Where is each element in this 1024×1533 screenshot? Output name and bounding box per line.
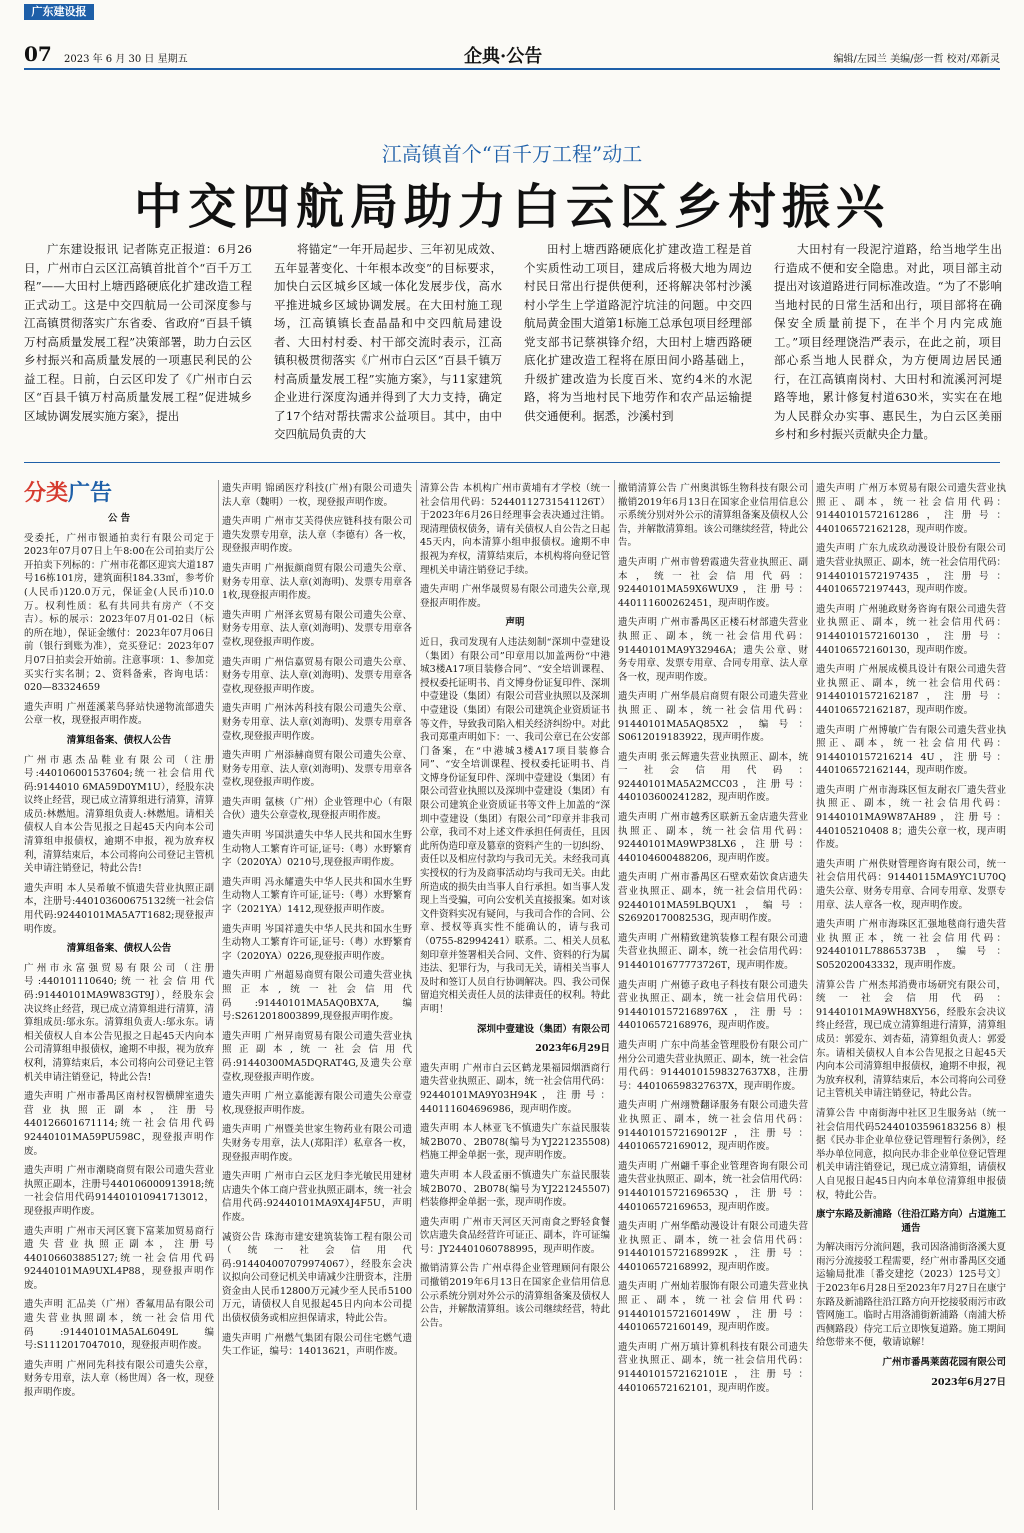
ad-item: 遗失声明 广州暨美世家生物药业有限公司遗失财务专用章，法人(郑阳洋）私章各一枚，现登报声明作废。 [222,1124,412,1163]
ad-item: 遗失声明 广州超易商贸有限公司遗失营业执照正本,统一社会信用代码:91440101MA5AQ0BX7A,编号:S2612018003899,现登报声明作废。 [222,970,412,1023]
ad-item: 遗失声明 本人林亚飞不慎遗失广东益民服装城2B070、2B078(编号为YJ221235508)档施工押金单据一张，现声明作废。 [420,1123,610,1162]
ad-item: 遗失声明 广州市越秀区联新五金店遗失营业执照正、副本，统一社会信用代码：92440101MA9WP38LX6，注册号：440104600488206，现声明作废。 [618,812,808,864]
ad-item: 遗失声明 氩核（广州）企业管理中心（有限合伙）遗失公章壹枚,现登报声明作废。 [222,796,412,822]
page-number: 07 [24,42,52,66]
ad-item: 广州市惠杰品鞋业有限公司（注册号:440106001537604;统一社会信用代码:9144010 6MA59D0YM1U），经股东决议终止经营，现已成立清算组进行清算，清算成员:林燃旭。清算组负责人:林燃旭。请相关债权人自本公告见报之日起45天内向本公司清算组申报债权，逾期不申报，视为放弃权利，清算结束后，本公司将向公司登记主管机关申请注销登记，特此公告! [24,754,214,875]
ad-item: 遗失声明 锦函医疗科技(广州)有限公司遗失法人章（魏明）一枚，现登报声明作废。 [222,483,412,508]
story-column-1: 广东建设报讯 记者陈克正报道：6月26日，广州市白云区江高镇首批首个“百千万工程”——大田村上塘西路硬底化扩建改造工程正式动工。这是中交四航局一公司深度参与江高镇贯彻落实广东省委、省政府“百县千镇万村高质量发展工程”决策部署，助力白云区乡村振兴和高质量发展的一项惠民利民的公益工程。日前，白云区印发了《广州市白云区“百县千镇万村高质量发展工程”促进城乡区域协调发展实施方案》，提出 [24,242,252,423]
section-title: 企典·公告 [464,46,543,67]
ad-item: 遗失声明 本人段孟丽不慎遗失广东益民服装城2B070、2B078(编号为YJ221245507)档装修押金单据一张，现声明作废。 [420,1169,610,1209]
ad-item: 遗失声明 广州市番禺区南村权智横牌室遗失营业执照正副本，注册号440126601671114;统一社会信用代码92440101MA59PU598C，现登报声明作废。 [24,1091,214,1157]
ad-item: 遗失声明 广州市海珠区恒友耐衣厂遗失营业执照正、副本，统一社会信用代码：91440101MA9W87AH89，注册号：440105210408 8；遗失公章一枚，现声明作废。 [816,784,1006,851]
ad-item: 遗失声明 广州添赫商贸有限公司遗失公章、财务专用章、法人章(刘海明)、发票专用章各壹枚,现登报声明作废。 [222,750,412,789]
ad-item: 遗失声明 广州泽玄贸易有限公司遗失公章、财务专用章、法人章(刘海明)、发票专用章各壹枚,现登报声明作废。 [222,609,412,648]
classified-ads-title: 分类广告 [24,481,113,506]
story-column-4: 大田村有一段泥泞道路，给当地学生出行造成不便和安全隐患。对此，项目部主动提出对该道路进行同标准改造。“为了不影响当地村民的日常生活和出行，项目部将在确保安全质量前提下，在半个月内完成施工。”项目经理饶浩严表示，在此之前，项目部心系当地人民群众，为方便周边居民通行，在江高镇南岗村、大田村和流溪河河堤路等地，累计修复村道630米，实实在在地为人民群众办实事、惠民生，为白云区美丽乡村和乡村振兴贡献央企力量。 [774,242,1002,440]
editors-line: 编辑/左园兰 美编/彭一哲 校对/邓新灵 [833,54,1000,65]
ad-item: 遗失声明 广州市曾碧霞遗失营业执照正、副本，统一社会信用代码：92440101MA59X6WUX9，注册号：440111600262451，现声明作废。 [618,556,808,609]
ad-item: 减资公告 珠海市建安建筑装饰工程有限公司（统一社会信用代码:914404007079974067），经股东会决议拟向公司登记机关申请减少注册资本，注册资金由人民币12800万元减少至人民币5100万元，请债权人自见报起45日内向本公司提出债权债务或相应担保请求，特此公告。 [222,1231,412,1325]
masthead-tab: 广东建设报 [24,4,94,20]
ad-item: 深圳中壹建设（集团）有限公司 [476,1023,610,1035]
ads-column-1 [24,512,214,1512]
ad-item: 遗失声明 广州万本贸易有限公司遗失营业执照正、副本，统一社会信用代码：91440101572161286，注册号：440106572162128，现声明作废。 [816,483,1006,535]
ad-item: 为解决雨污分流问题，我司因洛浦街洛溪大夏雨污分流接驳工程需要，经广州市番禺区交通运输局批准〔番交建挖（2023）125号文〕于2023年6月28日至2023年7月27日在康宁东路及新浦路往沿江路方向开挖接驳雨污市政管网施工。临时占用洛浦街新浦路（南浦大桥西侧路段）侍完工后立即恢复道路。施工期间给您带来不便，敬请谅解！ [816,1242,1006,1349]
ad-item: 遗失声明 广州市白云区鹤龙果福园烟酒商行遗失营业执照正、副本，统一社会信用代码：92440101MA9Y03H94K，注册号：440111604696986，现声明作废。 [420,1062,610,1115]
ad-item: 遗失声明 广州驰政财务咨询有限公司遗失营业执照正、副本，统一社会信用代码：91440101572160130，注册号：440106572160130，现声明作废。 [816,603,1006,656]
ad-item: 遗失声明 广州沐芮科技有限公司遗失公章、财务专用章、法人章(刘海明)、发票专用章各壹枚,现登报声明作废。 [222,703,412,742]
ad-item: 遗失声明 广州华酷动漫设计有限公司遗失营业执照正、副本，统一社会信用代码：91440101572168992K，注册号：440106572168992，现声明作废。 [618,1221,808,1273]
ad-item: 遗失声明 广州佚财管理咨询有限公司，统一社会信用代码：91440115MA9YC1U70Q遗失公章、财务专用章、合同专用章、发票专用章、法人章各一枚，现声明作废。 [816,858,1006,911]
ads-column-5 [816,482,1006,1512]
ad-item: 2023年6月29日 [535,1043,610,1055]
story-column-3: 田村上塘西路硬底化扩建改造工程是首个实质性动工项目，建成后将极大地为周边村民日常出行提供便利，还将解决邻村沙溪村小学生上学道路泥泞坑洼的问题。中交四航局黄金围大道第1标施工总承包项目经理部党支部书记蔡祺锋介绍，大田村上塘西路硬底化扩建改造工程将在原田间小路基础上，升级扩建改造为长度百米、宽约4米的水泥路，将为当地村民下地劳作和农产品运输提供交通便利。据悉，沙溪村到 [524,242,752,423]
ad-item: 清算公告 中南街海中社区卫生服务站（统一社会信用代码52440103596183256 8）根据《民办非企业单位登记管理暂行条例》，经举办单位同意，拟向民办非企业单位登记管理机关申请注销登记，现已成立清算组，请债权人自见报日起45日内向本单位清算组申报债权，特此公告。 [816,1107,1006,1201]
column-rule [218,480,219,1510]
ad-item: 遗失声明 广州华晟贸易有限公司遗失公章,现登报声明作废。 [420,584,610,609]
ad-item: 遗失声明 岑国洪遗失中华人民共和国水生野生动物人工繁育许可证,证号:（粤）水野繁育字（2020YA）0210号,现登报声明作废。 [222,830,412,869]
ad-item: 康宁东路及新浦路（往沿江路方向）占道施工通告 [816,1209,1006,1234]
ad-item: 清算组备案、债权人公告 [66,734,172,746]
ad-item: 遗失声明 本人吴希敏不慎遗失营业执照正副本，注册号:440103600675132统一社会信用代码:92440101MA5A7T1682;现登报声明作废。 [24,882,214,935]
ad-item: 遗失声明 张云辉遗失营业执照正、副本，统一社会信用代码：92440101MA5A2MCC03，注册号：440103600241282，现声明作废。 [618,751,808,804]
ad-item: 遗失声明 广州信嘉贸易有限公司遗失公章、财务专用章、法人章(刘海明)、发票专用章各壹枚,现登报声明作废。 [222,656,412,695]
ad-item: 2023年6月27日 [931,1376,1006,1388]
story-headline: 中交四航局助力白云区乡村振兴 [133,179,890,235]
section-divider [24,462,1000,463]
ad-item: 遗失声明 广东中尚基金管理股份有限公司广州分公司遗失营业执照正、副本，统一社会信用代码：91440101598327637X8，注册号：440106598327637X，现声明作废。 [618,1039,808,1092]
ad-item: 遗失声明 广州翩千事企业管理咨询有限公司遗失营业执照正、副本，统一社会信用代码：91440101572169653Q，注册号：440106572169653，现声明作废。 [618,1160,808,1213]
ad-item: 广州市番禺莱茵花园有限公司 [882,1357,1006,1369]
ad-item: 遗失声明 广州市海珠区汇强地毯商行遗失营业执照正本，统一社会信用代码：92440101L78865373B，编号：S052020043332，现声明作废。 [816,919,1006,971]
story-body [24,240,1000,440]
ads-column-4 [618,482,808,1512]
ad-item: 撤销清算公告 广州卓得企业管理顾问有限公司撤销2019年6月13日在国家企业信用信息公示系统分别对外公示的清算组备案及债权人公告，并解散清算组。该公司继续经营，特此公告。 [420,1263,610,1329]
ad-item: 遗失声明 广州灿若服饰有限公司遗失营业执照正、副本，统一社会信用代码：91440101572160149W，注册号：440106572160149，现声明作废。 [618,1281,808,1334]
column-rule [614,480,615,1510]
ad-item: 清算组备案、债权人公告 [66,943,172,955]
ad-item: 遗失声明 广州万填计算机科技有限公司遗失营业执照正、副本，统一社会信用代码：91440101572162101E，注册号：440106572162101，现声明作废。 [618,1341,808,1394]
ad-item: 遗失声明 汇品美（广州）香氟用品有限公司遗失营业执照副本，统一社会信用代码:91440101MA5AL6049L编号:S1112017047010，现登报声明作废。 [24,1299,214,1352]
ads-column-3 [420,482,610,1512]
ad-item: 遗失声明 广东九成玖动漫设计股份有限公司遗失营业执照正、副本，统一社会信用代码：91440101572197435，注册号：440106572197443，现声明作废。 [816,543,1006,596]
story-column-2: 将锚定“一年开局起步、三年初见成效、五年显著变化、十年根本改变”的目标要求，加快白云区城乡区域一体化发展步伐，高水平推进城乡区域协调发展。在大田村施工现场，江高镇镇长查晶晶和中交四航局建设者、大田村村委、村干部交流时表示，江高镇积极贯彻落实《广州市白云区“百县千镇万村高质量发展工程”实施方案》，与11家建筑企业进行深度沟通并得到了大力支持，确定了17个结对帮扶需求公益项目。其中，由中交四航局负责的大 [274,242,502,440]
ad-item: 遗失声明 广州市潮晓商贸有限公司遗失营业执照正副本，注册号440106000913918;统一社会信用代码914401010941713012，现登报声明作废。 [24,1165,214,1217]
ad-item: 清算公告 本机构广州市黄埔有才学校（统一社会信用代码：52440112731541126T）于2023年6月26日经理事会表决通过注销。现清理债权债务，请有关债权人自公告之日起45天内，向本清算小组申报债权。逾期不申报视为弃权，清算结束后，本机构将向登记管理机关申请注销登记手续。 [420,483,610,576]
ad-item: 遗失声明 广州市天河区天河南食之野轻食餐饮店遗失食品经营许可证正、副本，许可证编号：JY24401060788995，现声明作废。 [420,1216,610,1255]
ad-item: 遗失声明 广州莲溪莱鸟驿站快递物流部遗失公章一枚，现登报声明作废。 [24,701,214,727]
ad-item: 遗失声明 广州华晨启商贸有限公司遗失营业执照正、副本，统一社会信用代码：91440101MA5AQ85X2，编号：S0612019183922，现声明作废。 [618,691,808,744]
ad-item: 遗失声明 广州振颜商贸有限公司遗失公章、财务专用章、法人章(刘海明)、发票专用章各1枚,现登报声明作废。 [222,562,412,602]
ad-item: 遗失声明 岑国祥遗失中华人民共和国水生野生动物人工繁育许可证,证号:（粤）水野繁育字（2020YA）0226,现登报声明作废。 [222,923,412,962]
ad-item: 遗失声明 广州精致建筑装修工程有限公司遗失营业执照正、副本，统一社会信用代码：91440101677773726T，现声明作废。 [618,932,808,971]
issue-date: 2023 年 6 月 30 日 星期五 [64,54,188,65]
ads-column-2 [222,482,412,1512]
ad-item: 遗失声明 广州同先科技有限公司遗失公章，财务专用章，法人章（杨世周）各一枚，现登报声明作废。 [24,1359,214,1399]
column-rule [812,480,813,1510]
ad-item: 遗失声明 广州市番禺区正楼石材部遗失营业执照正、副本，统一社会信用代码：91440101MA9Y32946A；遗失公章、财务专用章、发票专用章、合同专用章、法人章各一枚，现声明作废。 [618,617,808,683]
ad-item: 遗失声明 冯永耀遗失中华人民共和国水生野生动物人工繁育许可证,证号:（粤）水野繁育字（2021YA）1412,现登报声明作废。 [222,876,412,916]
ad-item: 遗失声明 广州燃气集团有限公司住宅燃气遗失工作证，编号：14013621，声明作废。 [222,1332,412,1358]
ad-item: 遗失声明 广州市天河区寰下富莱加贸易商行遗失营业执照正副本，注册号440106603885127;统一社会信用代码92440101MA9UXL4P88，现登报声明作废。 [24,1225,214,1291]
ad-item: 遗失声明 广州昇南贸易有限公司遗失营业执照正副本,统一社会信用代码:91440300MA5DQRAT4G,及遗失公章壹枚,现登报声明作废。 [222,1030,412,1083]
story-subtitle: 江高镇首个“百千万工程”动工 [381,142,643,166]
column-rule [416,480,417,1510]
ad-item: 声明 [505,617,525,629]
ad-item: 清算公告 广州杰邦消费市场研究有限公司，统一社会信用代码：91440101MA9WH8XY56，经股东会决议终止经营，现已成立清算组进行清算，清算组成员：郭爱东、刘杏茹，清算组负责人：郭爱东。请相关债权人自本公告见报之日起45天内向本公司清算组申报债权，逾期不申报，视为放弃权利，清算结束后，本公司将向公司登记主管机关申请注销登记，特此公告。 [816,979,1006,1100]
ad-item: 广州市永富强贸易有限公司（注册号:440101110640;统一社会信用代码:91440101MA9W83GT9J），经股东会决议终止经营，现已成立清算组进行清算，清算组成员:邬永东。清算组负责人:邬永东。请相关债权人自本公告见报之日起45天内向本公司清算组申报债权，逾期不申报，视为放弃权利，清算结束后，本公司将向公司登记主管机关申请注销登记，特此公告! [24,962,214,1083]
ad-item: 受委托，广州市银通拍卖行有限公司定于2023年07月07日上午8:00在公司拍卖厅公开拍卖下列标的：广州市花都区迎宾大道187号16栋101房，建筑面积184.33㎡，参考价(人民币)120.0万元，保证金(人民币)10.0万。权利性质：私有共同共有房产（不交吉）。标的展示：2023年07月01-02日（标的所在地），保证金缴付：2023年07月06日前（银行到账为准），竞买登记：2023年07月07日拍卖会开始前。注意事项：1、参加竞买实行实名制；2、资料备索，咨询电话：020—83324659 [24,532,214,694]
ad-item: 遗失声明 广州市艾芙得侠应链科技有限公司遗失发票专用章，法人章（李德有）各一枚，现登报声明作废。 [222,516,412,555]
ad-item: 遗失声明 广州翊赞翻译服务有限公司遗失营业执照正、副本，统一社会信用代码：91440101572169012F，注册号：440106572169012，现声明作废。 [618,1100,808,1153]
ad-item: 撤销清算公告 广州奥淇铄生物科技有限公司撤销2019年6月13日在国家企业信用信息公示系统分别对外公示的清算组备案及债权人公告，并解散清算组。该公司继续经营，特此公告。 [618,483,808,549]
ad-item: 遗失声明 广州市白云区龙归李光敏民用建材店遗失个体工商户营业执照正副本，统一社会信用代码:92440101MA9X4J4F5U，声明作废。 [222,1171,412,1223]
ad-item: 遗失声明 广州德子政电子科技有限公司遗失营业执照正、副本，统一社会信用代码：91440101572168976X，注册号：440106572168976，现声明作废。 [618,979,808,1032]
ad-item: 公 告 [107,513,131,524]
ad-item: 遗失声明 广州博敏广告有限公司遗失营业执照正、副本，统一社会信用代码：9144010157216214 4U，注册号：440106572162144，现声明作废。 [816,724,1006,777]
ad-item: 遗失声明 广州立嘉能源有限公司遗失公章壹枚,现登报声明作废。 [222,1091,412,1116]
ad-item: 遗失声明 广州展成模具设计有限公司遗失营业执照正、副本，统一社会信用代码：91440101572162187，注册号：440106572162187，现声明作废。 [816,664,1006,716]
ad-item: 近日，我司发现有人违法刻制“深圳中壹建设（集团）有限公司”印章用以加盖两份“中港城3楼A17项目装修合同”、“安全培训课程、授权委托证明书、肖文博身份证复印件、深圳中壹建设（集团）有限公司营业执照以及深圳中壹建设（集团）有限公司建筑企业资质证书等文件，导致我司陷入相关经济纠纷中。对此我司郑重声明如下：一、我司公章已在公安部门备案，在“中港城3楼A17项目装修合同”、“安全培训课程、授权委托证明书、肖文博身份证复印件、深圳中壹建设（集团）有限公司营业执照以及深圳中壹建设（集团）有限公司建筑企业资质证书等文件上加盖的“深圳中壹建设（集团）有限公司”印章并非我司公章，我司不对上述文件承担任何责任，且因此所伪造印章及篡章的资料产生的一切纠纷、责任以及相应付款均与我司无关。未经我司真实授权的行为及商事活动均与我司无关。由此所造成的损失由当事人自行承担。如当事人发现上当受骗，可向公安机关直接报案。如对该文件资料实况有疑问，与我司合作的合同、公章、授权等真实性不能确认的，请与我司（0755-82994241）联系。二、相关人员私刻印章并签署相关合同、文件、资料的行为属违法、犯罪行为，与我司无关，请相关当事人及时和签订人员自行协调解决。四、我公司保留追究相关责任人员的法律责任的权利。特此声明！ [420,636,610,1015]
ad-item: 遗失声明 广州市番禺区石壁欢茹饮食店遗失营业执照正、副本，统一社会信用代码：92440101MA59LBQUX1，编号：S2692017008253G，现声明作废。 [618,872,808,925]
page-header [24,22,1000,70]
